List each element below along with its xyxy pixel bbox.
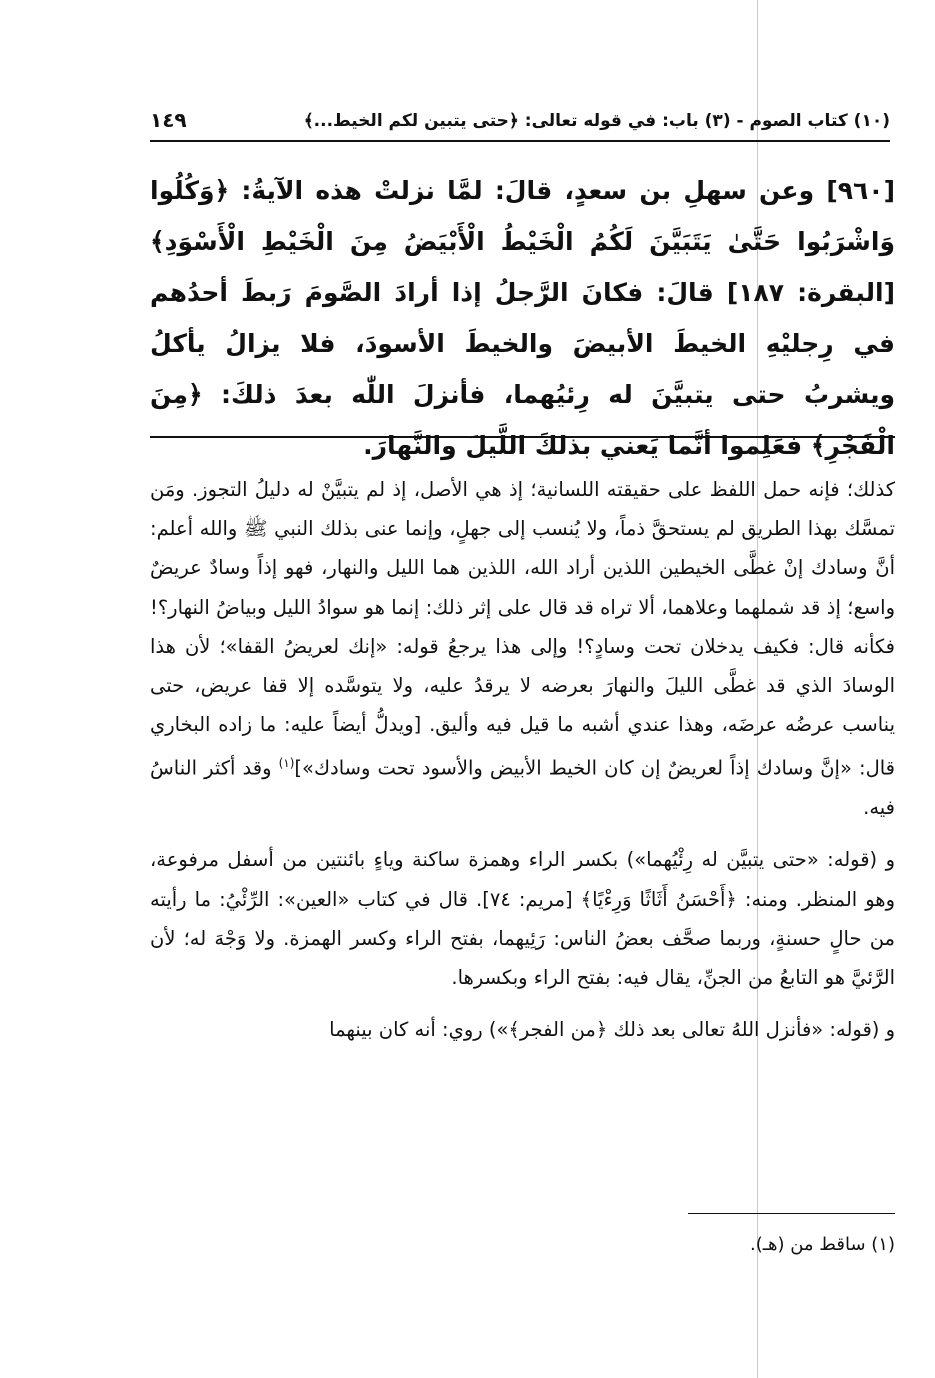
running-title: (١٠) كتاب الصوم - (٣) باب: في قوله تعالى: ﴿حتى يتبين لكم الخيط...﴾ [303, 110, 890, 131]
commentary-paragraph-1-tail: وقد أكثر الناسُ فيه. [150, 756, 895, 820]
footnote-list [150, 1228, 895, 1262]
footnote-separator [688, 1213, 895, 1214]
commentary-paragraph-3: و (قوله: «فأنزل اللهُ تعالى بعد ذلك ﴿من الفجر﴾») روي: أنه كان بينهما [329, 1018, 895, 1042]
footnote-item: (١) ساقط من (هـ). [749, 1234, 895, 1255]
page-header [150, 100, 890, 142]
commentary-block [150, 470, 895, 1062]
commentary-paragraph-1 [150, 470, 895, 827]
commentary-paragraph-1-text: كذلك؛ فإنه حمل اللفظ على حقيقته اللسانية؛ إذ هي الأصل، إذ لم يتبيَّنْ له دليلُ التجوز. ومَن تمسَّك بهذا الطريق لم يستحقَّ ذماً، ولا يُنسب إلى جهلٍ، وإنما عنى بذلك النبي ﷺ والله أعلم: أنَّ وسادك إنْ غطَّى الخيطين اللذين أراد الله، اللذين هما الليل والنهار، فهو إذاً وسادٌ عريضٌ واسع؛ إذ قد شملهما وعلاهما، ألا تراه قد قال على إثر ذلك: إنما هو سوادُ الليل وبياضُ النهار؟! فكأنه قال: فكيف يدخلان تحت وسادٍ؟! وإلى هذا يرجعُ قوله: «إنك لعريضُ القفا»؛ لأن هذا الوسادَ الذي قد غطَّى الليلَ والنهارَ بعرضه لا يرقدُ عليه، ولا يتوسَّده إلا قفا عريض، حتى يناسب عرضُه عرضَه، وهذا عندي أشبه ما قيل فيه وأليق. [ويدلُّ أيضاً عليه: ما زاده البخاري قال: «إنَّ وسادك إذاً لعريضٌ إن كان الخيط الأبيض والأسود تحت وسادك»] [150, 478, 895, 780]
hadith-paragraph: [٩٦٠] وعن سهلِ بن سعدٍ، قالَ: لمَّا نزلتْ هذه الآيةُ: ﴿وَكُلُوا وَاشْرَبُوا حَتَّىٰ يَتَبَيَّنَ لَكُمُ الْخَيْطُ الْأَبْيَضُ مِنَ الْخَيْطِ الْأَسْوَدِ﴾ [البقرة: ١٨٧] قالَ: فكانَ الرَّجلُ إذا أرادَ الصَّومَ رَبطَ أحدُهم في رِجليْهِ الخيطَ الأبيضَ والخيطَ الأسودَ، فلا يزالُ يأكلُ ويشربُ حتى يتبيَّنَ له رِئيُهما، فأنزلَ اللّٰه بعدَ ذلكَ: ﴿مِنَ الْفَجْرِ﴾ فعَلِموا أنَّما يَعني بذلكَ اللَّيلَ والنَّهارَ. [150, 176, 896, 460]
hadith-text-block [150, 165, 895, 471]
commentary-paragraph-2: و (قوله: «حتى يتبيَّن له رِئْيُهما») بكسر الراء وهمزة ساكنة وياءٍ بائنتين من أسفل مرفوعة، وهو المنظر. ومنه: ﴿أَحْسَنُ أَثَاثًا وَرِءْيًا﴾ [مريم: ٧٤]. قال في كتاب «العين»: الرِّئْيُ: ما رأيته من حالٍ حسنةٍ، وربما صحَّف بعضُ الناس: رَئِيهما، بفتح الراء وكسر الهمزة. ولا وَجْهَ له؛ لأن الرَّئيَّ هو التابعُ من الجنِّ، يقال فيه: بفتح الراء وبكسرها. [150, 848, 895, 989]
section-divider [150, 436, 895, 438]
page-number: ١٤٩ [150, 108, 187, 132]
footnote-marker: (١) [278, 756, 295, 771]
